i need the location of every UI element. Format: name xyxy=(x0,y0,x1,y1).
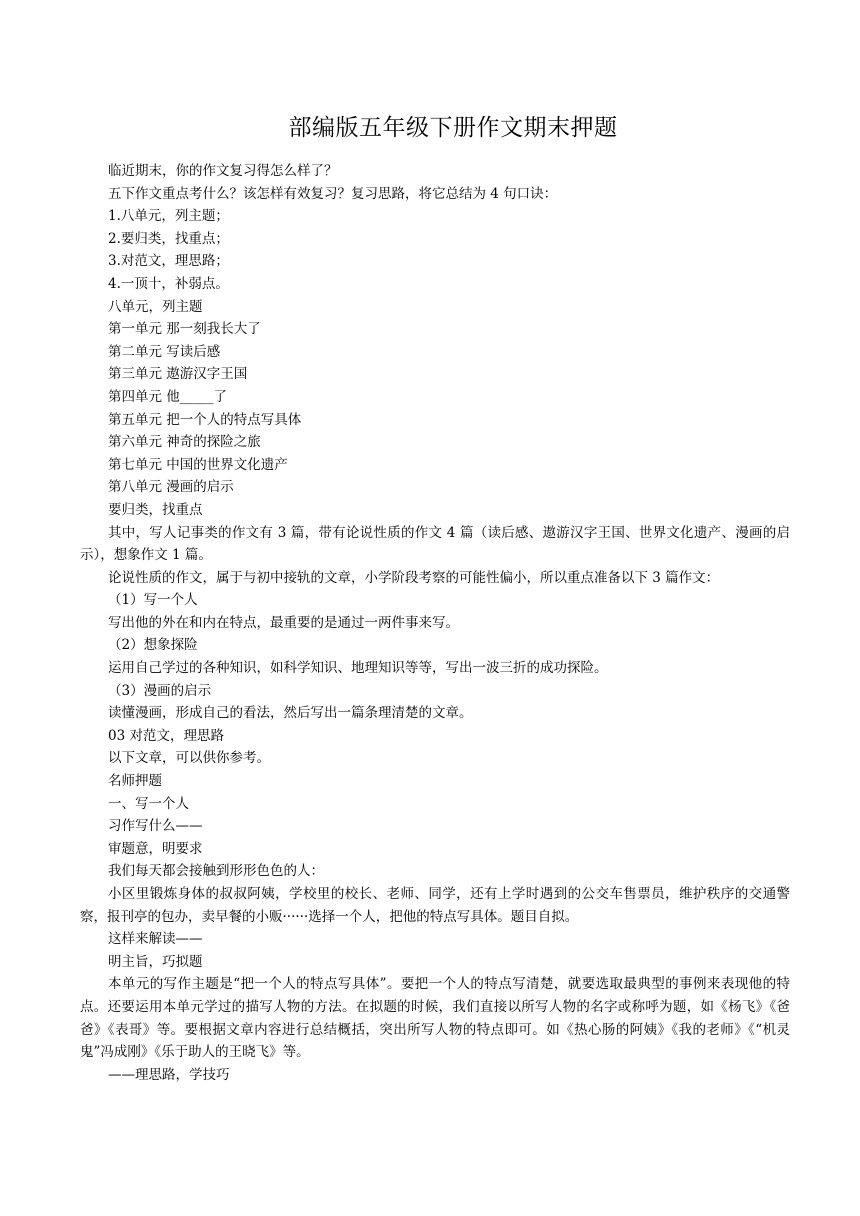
paragraph: 小区里锻炼身体的叔叔阿姨，学校里的校长、老师、同学，还有上学时遇到的公交车售票员，维护秩序的交通警察，报刊亭的包办，卖早餐的小贩······选择一个人，把他的特点写具体。题目自拟。 xyxy=(80,886,790,925)
paragraph: 第一单元 那一刻我长大了 xyxy=(108,321,261,338)
paragraph: 第三单元 遨游汉字王国 xyxy=(108,366,248,383)
paragraph: 本单元的写作主题是“把一个人的特点写具体”。要把一个人的特点写清楚，就要选取最典型的事例来表现他的特点。还要运用本单元学过的描写人物的方法。在拟题的时候，我们直接以所写人物的名字或称呼为题，如《杨飞》《爸爸》《表哥》等。要根据文章内容进行总结概括，突出所写人物的特点即可。如《热心肠的阿姨》《我的老师》《“机灵鬼”冯成刚》《乐于助人的王晓飞》等。 xyxy=(80,976,790,1061)
paragraph: 第八单元 漫画的启示 xyxy=(108,479,234,496)
paragraph: 读懂漫画，形成自己的看法，然后写出一篇条理清楚的文章。 xyxy=(108,705,473,722)
paragraph: 2.要归类，找重点； xyxy=(108,230,229,247)
paragraph: （1）写一个人 xyxy=(108,592,198,609)
paragraph: 第六单元 神奇的探险之旅 xyxy=(108,434,261,451)
paragraph: 五下作文重点考什么？该怎样有效复习？复习思路，将它总结为 4 句口诀： xyxy=(108,185,558,202)
paragraph: 以下文章，可以供你参考。 xyxy=(108,750,270,767)
paragraph: 写出他的外在和内在特点，最重要的是通过一两件事来写。 xyxy=(108,614,459,631)
paragraph: 这样来解读—— xyxy=(108,931,203,948)
paragraph: 明主旨，巧拟题 xyxy=(108,953,203,970)
paragraph: 论说性质的作文，属于与初中接轨的文章，小学阶段考察的可能性偏小，所以重点准备以下 3 篇作文： xyxy=(108,569,720,586)
paragraph: 一、写一个人 xyxy=(108,795,189,812)
paragraph: 名师押题 xyxy=(108,773,162,790)
paragraph: 我们每天都会接触到形形色色的人： xyxy=(108,863,324,880)
paragraph: 其中，写人记事类的作文有 3 篇，带有论说性质的作文 4 篇（读后感、遨游汉字王国、世界文化遗产、漫画的启示），想象作文 1 篇。 xyxy=(80,524,790,564)
paragraph: 运用自己学过的各种知识，如科学知识、地理知识等等，写出一波三折的成功探险。 xyxy=(108,660,608,677)
paragraph: 第二单元 写读后感 xyxy=(108,343,221,360)
paragraph: 审题意，明要求 xyxy=(108,840,203,857)
paragraph: （2）想象探险 xyxy=(108,637,198,654)
paragraph: 第七单元 中国的世界文化遗产 xyxy=(108,456,288,473)
paragraph: 3.对范文，理思路； xyxy=(108,253,229,270)
paragraph: （3）漫画的启示 xyxy=(108,682,212,699)
paragraph: 习作写什么—— xyxy=(108,818,203,835)
paragraph: 八单元，列主题 xyxy=(108,298,203,315)
paragraph: 临近期末，你的作文复习得怎么样了？ xyxy=(108,163,338,179)
paragraph: 要归类，找重点 xyxy=(108,501,203,518)
paragraph: 第四单元 他_____了 xyxy=(108,388,228,405)
paragraph: 4.一顶十，补弱点。 xyxy=(108,275,229,292)
document-page xyxy=(80,108,790,1086)
document-title: 部编版五年级下册作文期末押题 xyxy=(288,115,618,141)
paragraph: 1.八单元，列主题； xyxy=(108,208,229,225)
paragraph: 03 对范文，理思路 xyxy=(108,727,224,744)
paragraph: ——理思路，学技巧 xyxy=(108,1066,230,1083)
paragraph: 第五单元 把一个人的特点写具体 xyxy=(108,411,302,428)
document-body xyxy=(80,160,790,1086)
